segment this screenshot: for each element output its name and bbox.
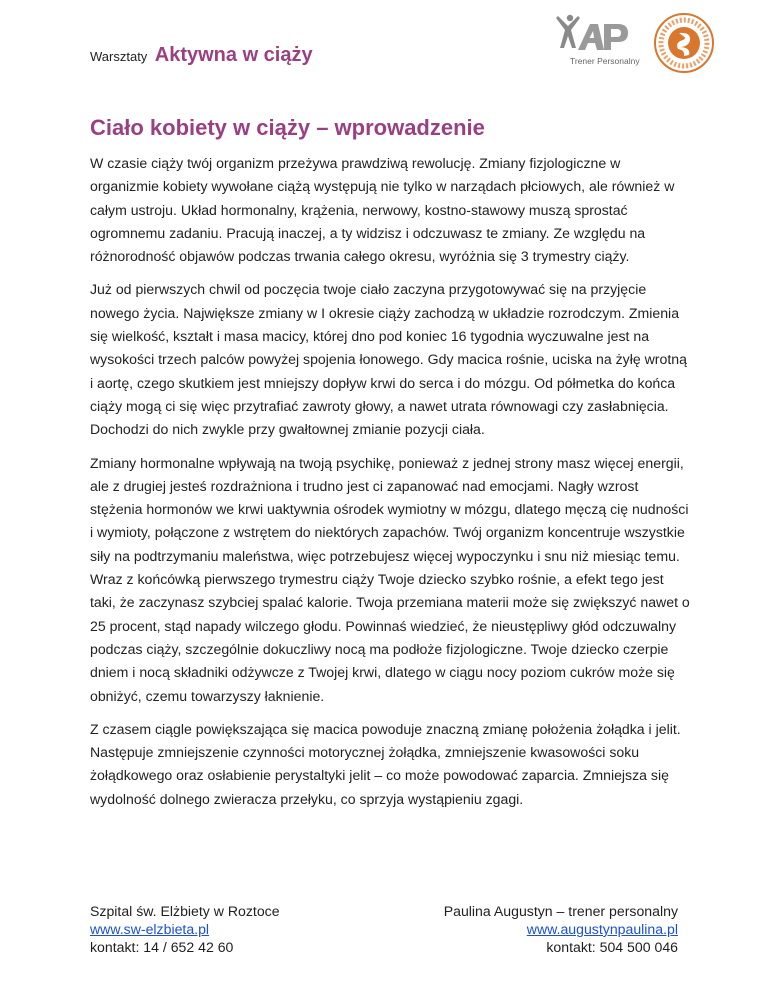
brand-small-label: Warsztaty [90, 49, 148, 64]
footer-hospital-contact: kontakt: 14 / 652 42 60 [90, 939, 234, 955]
paragraph-digestion: Z czasem ciągle powiększająca się macica powoduje znaczną zmianę położenia żołądka i jelit. Następuje zmniejszenie czynności motorycznej żołądka, zmniejszenie kwasowości soku żołądkowego oraz osłabienie perystaltyki jelit – co może powodować zaparcia. Zmniejsza się wydolność dolnego zwieracza przełyku, co sprzyja wystąpieniu zgagi. [90, 720, 681, 807]
hospital-seal-icon [653, 12, 715, 74]
page-title: Ciało kobiety w ciąży – wprowadzenie [90, 115, 485, 140]
paragraph-first-period: Już od pierwszych chwil od poczęcia twoje ciało zaczyna przygotowywać się na przyjęcie nowego życia. Największe zmiany w I okresie ciąży zachodzą w układzie rozrodczym. Zmienia się wielkość, kształt i masa macicy, której dno pod koniec 16 tygodnia wyczuwalne jest na wysokości trzech palców powyżej spojenia łonowego. Gdy macica rośnie, uciska na żyłę wrotną i aortę, czego skutkiem jest mniejszy dopływ krwi do serca i do mózgu. Od półmetka do końca ciąży mogą ci się więc przytrafiać zawroty głowy, a nawet utrata równowagi czy zasłabnięcia. Dochodzi do nich zwykle przy gwałtownej zmianie pozycji ciała. [90, 281, 687, 438]
paragraph-intro: W czasie ciąży twój organizm przeżywa prawdziwą rewolucję. Zmiany fizjologiczne w organizmie kobiety wywołane ciążą występują nie tylko w narządach płciowych, ale również w całym ustroju. Układ hormonalny, krążenia, nerwowy, kostno-stawowy muszą sprostać ogromnemu zadaniu. Pracują inaczej, a ty widzisz i odczuwasz te zmiany. Ze względu na różnorodność objawów podczas trwania całego okresu, wyróżnia się 3 trymestry ciąży. [90, 155, 675, 265]
footer-trainer-link[interactable]: www.augustynpaulina.pl [526, 921, 678, 937]
footer-trainer-contact: kontakt: 504 500 046 [546, 939, 678, 955]
trainer-logo [548, 12, 638, 68]
paragraph-metabolism: Wraz z końcówką pierwszego trymestru ciąży Twoje dziecko szybko rośnie, a efekt tego jest taki, że zaczynasz szybciej spalać kalorie. Twoja przemiana materii może się zwiększyć nawet o 25 procent, stąd napady wilczego głodu. Powinnaś wiedzieć, że nieustępliwy głód odczuwalny podczas ciąży, szczególnie dokuczliwy nocą ma podłoże fizjologiczne. Twoje dziecko czerpie dniem i nocą składniki odżywcze z Twojej krwi, dlatego w ciągu nocy poziom cukrów może się obniżyć, czemu towarzyszy łaknienie. [90, 571, 690, 704]
page-header [90, 40, 690, 90]
footer-hospital [90, 902, 280, 956]
article-body [90, 152, 690, 821]
footer-trainer [444, 902, 678, 956]
footer-hospital-name: Szpital św. Elżbiety w Roztoce [90, 903, 280, 919]
footer-trainer-name: Paulina Augustyn – trener personalny [443, 903, 678, 919]
workshop-brand [90, 44, 313, 67]
brand-title: Aktywna w ciąży [154, 44, 313, 66]
paragraph-hormones: Zmiany hormonalne wpływają na twoją psychikę, ponieważ z jednej strony masz więcej energii, ale z drugiej jesteś rozdrażniona i trudno jest ci zapanować nad emocjami. Nagły wzrost stężenia hormonów we krwi uaktywnia ośrodek wymiotny w mózgu, dlatego męczą cię nudności i wymioty, połączone z wstrętem do niektórych zapachów. Twój organizm koncentruje wszystkie siły na podtrzymaniu maleństwa, więc potrzebujesz więcej wypoczynku i snu niż miesiąc temu. [90, 454, 689, 564]
footer-hospital-link[interactable]: www.sw-elzbieta.pl [90, 921, 210, 937]
ap-logo-caption: Trener Personalny [570, 56, 640, 66]
hospital-seal-logo [653, 12, 715, 74]
ap-logo-icon [548, 12, 638, 56]
